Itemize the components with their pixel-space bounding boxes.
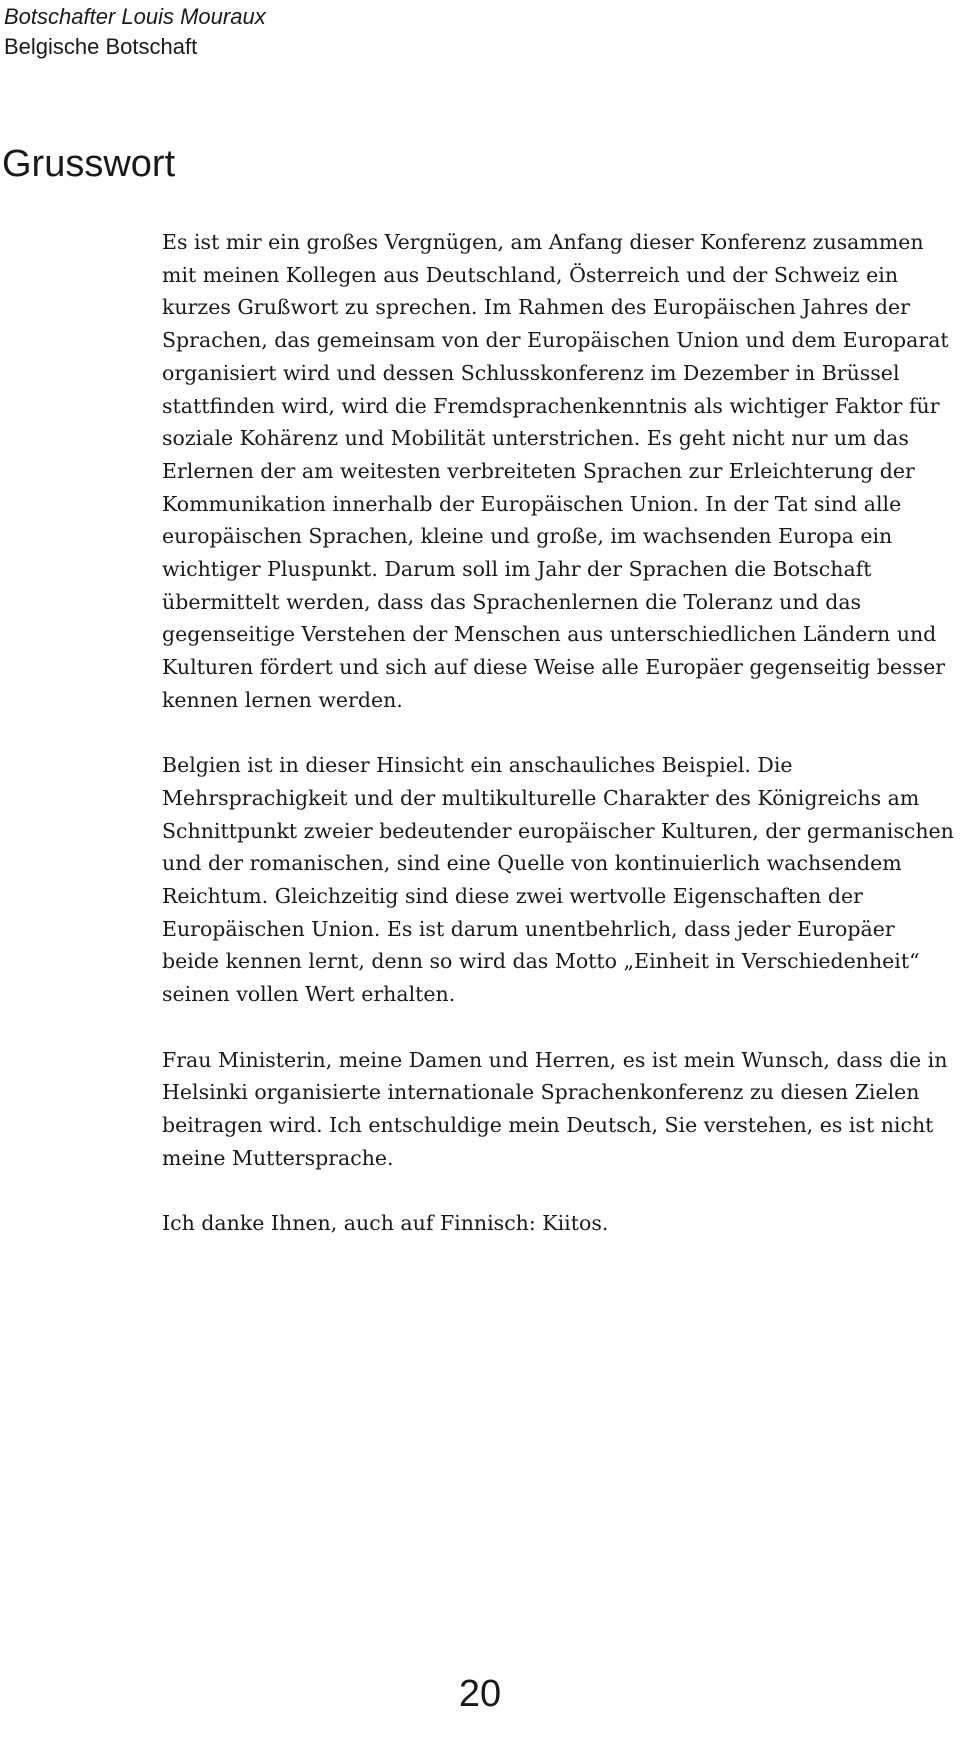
speech-body [162, 226, 954, 1272]
author-name: Botschafter Louis Mouraux [4, 4, 266, 29]
paragraph-thanks: Ich danke Ihnen, auch auf Finnisch: Kiitos. [162, 1211, 609, 1236]
paragraph-wish: Frau Ministerin, meine Damen und Herren, es ist mein Wunsch, dass die in Helsinki organisierte internationale Sprachenkonferenz zu diesen Zielen beitragen wird. Ich entschuldige mein Deutsch, Sie verstehen, es ist nicht meine Muttersprache. [162, 1047, 948, 1170]
page-title: Grusswort [2, 143, 176, 185]
author-organization: Belgische Botschaft [4, 34, 198, 59]
page-number: 20 [458, 1673, 502, 1715]
paragraph-intro: Es ist mir ein großes Vergnügen, am Anfang dieser Konferenz zusammen mit meinen Kollegen aus Deutschland, Österreich und der Schweiz ein kurzes Grußwort zu sprechen. Im Rahmen des Europäischen Jahres der Sprachen, das gemeinsam von der Europäischen Union und dem Europarat organisiert wird und dessen Schlusskonferenz im Dezember in Brüssel stattfinden wird, wird die Fremdsprachenkenntnis als wichtiger Faktor für soziale Kohärenz und Mobilität unterstrichen. Es geht nicht nur um das Erlernen der am weitesten verbreiteten Sprachen zur Erleichterung der Kommunikation innerhalb der Europäischen Union. In der Tat sind alle europäischen Sprachen, kleine und große, im wachsenden Europa ein wichtiger Pluspunkt. Darum soll im Jahr der Sprachen die Botschaft übermittelt werden, dass das Sprachenlernen die Toleranz und das gegenseitige Verstehen der Menschen aus unterschiedlichen Ländern und Kulturen fördert und sich auf diese Weise alle Europäer gegenseitig besser kennen lernen werden. [162, 230, 949, 712]
author-block [4, 2, 266, 62]
paragraph-belgium: Belgien ist in dieser Hinsicht ein anschauliches Beispiel. Die Mehrsprachigkeit und der multikulturelle Charakter des Königreichs am Schnittpunkt zweier bedeutender europäischer Kulturen, der germanischen und der romanischen, sind eine Quelle von kontinuierlich wachsendem Reichtum. Gleichzeitig sind diese zwei wertvolle Eigenschaften der Europäischen Union. Es ist darum unentbehrlich, dass jeder Europäer beide kennen lernt, denn so wird das Motto „Einheit in Verschiedenheit“ seinen vollen Wert erhalten. [162, 753, 954, 1007]
